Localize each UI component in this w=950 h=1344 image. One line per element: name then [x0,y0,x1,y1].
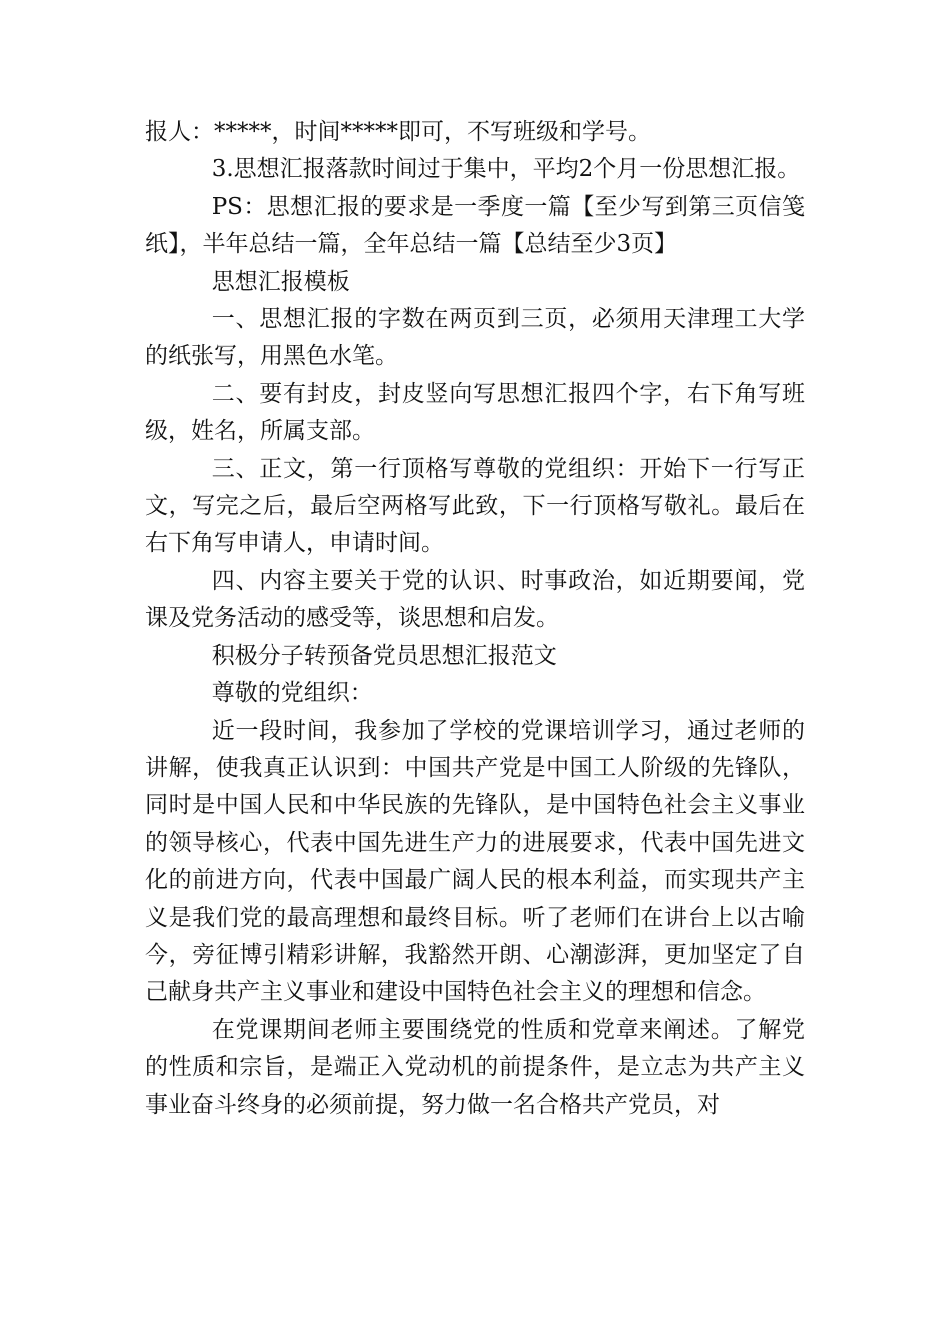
paragraph-item-3: 3.思想汇报落款时间过于集中，平均2个月一份思想汇报。 [211,156,801,183]
paragraph-template-3: 三、正文，第一行顶格写尊敬的党组织：开始下一行写正文，写完之后，最后空两格写此致，下一行顶格写敬礼。最后在右下角写申请人，申请时间。 [145,455,805,557]
document-body [145,114,805,1124]
heading-sample-essay: 积极分子转预备党员思想汇报范文 [211,642,557,669]
paragraph-ps-note: PS：思想汇报的要求是一季度一篇【至少写到第三页信笺纸】，半年总结一篇，全年总结一篇【总结至少3页】 [145,193,805,258]
salutation: 尊敬的党组织： [211,680,373,707]
paragraph-body-1: 近一段时间，我参加了学校的党课培训学习，通过老师的讲解，使我真正认识到：中国共产党是中国工人阶级的先锋队，同时是中国人民和中华民族的先锋队，是中国特色社会主义事业的领导核心，代表中国先进生产力的进展要求，代表中国先进文化的前进方向，代表中国最广阔人民的根本利益，而实现共产主义是我们党的最高理想和最终目标。听了老师们在讲台上以古喻今，旁征博引精彩讲解，我豁然开朗、心潮澎湃，更加坚定了自己献身共产主义事业和建设中国特色社会主义的理想和信念。 [145,717,805,1006]
paragraph-template-4: 四、内容主要关于党的认识、时事政治，如近期要闻，党课及党务活动的感受等，谈思想和启发。 [145,567,805,632]
paragraph-template-1: 一、思想汇报的字数在两页到三页，必须用天津理工大学的纸张写，用黑色水笔。 [145,306,805,370]
heading-template: 思想汇报模板 [211,268,350,295]
paragraph-template-2: 二、要有封皮，封皮竖向写思想汇报四个字，右下角写班级，姓名，所属支部。 [145,380,805,445]
paragraph-continued: 报人：*****，时间*****即可，不写班级和学号。 [145,119,651,145]
paragraph-body-2: 在党课期间老师主要围绕党的性质和党章来阐述。了解党的性质和宗旨，是端正入党动机的前提条件，是立志为共产主义事业奋斗终身的必须前提，努力做一名合格共产党员，对 [145,1016,805,1118]
